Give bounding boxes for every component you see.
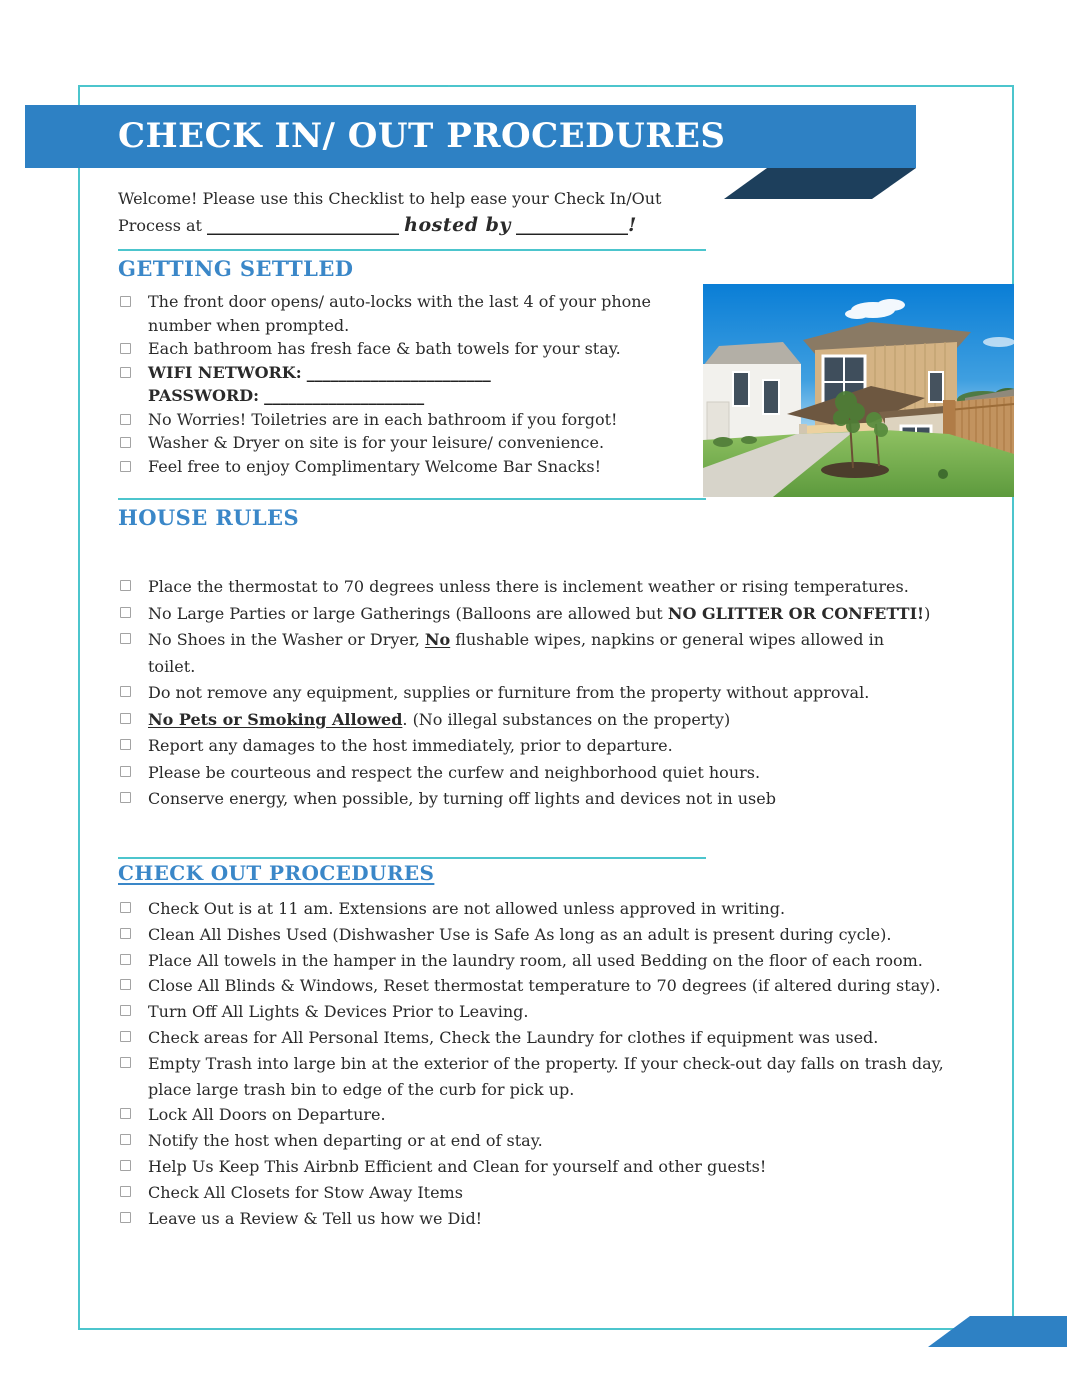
text-segment: Process at	[118, 216, 208, 235]
checklist-item	[118, 760, 933, 787]
text-segment: . (No illegal substances on the property)	[402, 709, 731, 729]
getting-settled-list	[118, 290, 663, 478]
white-house	[703, 342, 801, 440]
checkbox-icon	[120, 414, 131, 425]
checkbox-icon	[120, 1031, 131, 1042]
item-text	[148, 601, 930, 628]
text-segment: No Shoes in the Washer or Dryer,	[148, 630, 425, 649]
house-photo	[703, 284, 1014, 497]
password-line	[148, 384, 491, 408]
text-segment: )	[924, 603, 931, 623]
item-text: Please be courteous and respect the curfew and neighborhood quiet hours.	[148, 762, 761, 782]
checklist-item	[118, 601, 933, 628]
text-segment: !	[628, 214, 637, 236]
checklist-item	[118, 408, 663, 432]
checklist-item	[118, 627, 933, 680]
checklist-item	[118, 786, 933, 813]
checkbox-icon	[120, 954, 131, 965]
item-text: Notify the host when departing or at end of stay.	[148, 1131, 543, 1151]
fill-in-blank: ______________	[516, 216, 629, 235]
item-text: Empty Trash into large bin at the exterior of the property. If your check-out day falls on trash day, place large trash bin to edge of the curb for pick up.	[148, 1053, 944, 1099]
item-text: Conserve energy, when possible, by turning off lights and devices not in useb	[148, 789, 776, 808]
item-text	[148, 361, 491, 408]
item-text: Do not remove any equipment, supplies or furniture from the property without approval.	[148, 683, 870, 702]
checkbox-icon	[120, 437, 131, 448]
checklist-item	[118, 1154, 990, 1180]
checklist-item	[118, 1180, 990, 1206]
password-blank: ____________________	[264, 386, 425, 405]
getting-settled-heading: GETTING SETTLED	[118, 256, 354, 281]
checklist-item	[118, 1206, 990, 1232]
checkbox-icon	[120, 979, 131, 990]
checklist-item	[118, 431, 663, 455]
checkbox-icon	[120, 1186, 131, 1197]
checkbox-icon	[120, 902, 131, 913]
item-text: Place the thermostat to 70 degrees unless there is inclement weather or rising temperatures.	[148, 577, 909, 596]
item-text: Each bathroom has fresh face & bath towels for your stay.	[148, 339, 621, 358]
item-text: Turn Off All Lights & Devices Prior to Leaving.	[148, 1002, 529, 1022]
checklist-item	[118, 973, 990, 999]
emphasis-text: No Pets or Smoking Allowed	[148, 709, 403, 729]
wifi-line	[148, 361, 491, 385]
check-out-heading: CHECK OUT PROCEDURES	[118, 861, 435, 885]
hosted-by-script: hosted by	[404, 214, 511, 236]
section-divider	[118, 498, 706, 500]
item-text: Feel free to enjoy Complimentary Welcome Bar Snacks!	[148, 456, 601, 476]
checkbox-icon	[120, 713, 131, 724]
wifi-network-blank: _______________________	[306, 362, 491, 382]
checkbox-icon	[120, 792, 131, 803]
item-text: No Worries! Toiletries are in each bathroom if you forgot!	[148, 409, 618, 429]
item-text: Leave us a Review & Tell us how we Did!	[148, 1208, 483, 1228]
checkbox-icon	[120, 461, 131, 472]
checklist-item	[118, 948, 990, 974]
checklist-item-wifi	[118, 361, 663, 408]
house-rules-list	[118, 574, 933, 813]
checkbox-icon	[120, 607, 131, 618]
checklist-item	[118, 1025, 990, 1051]
checklist-item	[118, 922, 990, 948]
section-divider	[118, 249, 706, 251]
check-out-list	[118, 896, 990, 1231]
intro-text	[118, 186, 758, 239]
checklist-item	[118, 896, 990, 922]
emphasis-text: No	[424, 630, 451, 649]
item-text: Report any damages to the host immediately, prior to departure.	[148, 736, 673, 755]
checkbox-icon	[120, 928, 131, 939]
house-rules-heading: HOUSE RULES	[118, 505, 300, 530]
fill-in-blank: ________________________	[207, 216, 400, 235]
intro-line2	[118, 212, 758, 239]
checklist-item	[118, 1128, 990, 1154]
item-text: The front door opens/ auto-locks with the last 4 of your phone number when prompted.	[148, 292, 652, 335]
intro-line1: Welcome! Please use this Checklist to help ease your Check In/Out	[118, 189, 662, 208]
checklist-item	[118, 999, 990, 1025]
text-segment: flushable wipes, napkins or general wipes allowed in toilet.	[148, 630, 885, 676]
checkbox-icon	[120, 686, 131, 697]
checkbox-icon	[120, 1057, 131, 1068]
checkbox-icon	[120, 343, 131, 354]
item-text: Check Out is at 11 am. Extensions are not allowed unless approved in writing.	[148, 899, 786, 918]
wifi-network-label: WIFI NETWORK:	[148, 362, 302, 382]
checklist-item	[118, 1051, 990, 1103]
password-label: PASSWORD:	[148, 386, 260, 405]
checkbox-icon	[120, 1160, 131, 1171]
checklist-item	[118, 680, 933, 707]
item-text: Washer & Dryer on site is for your leisure/ convenience.	[148, 433, 605, 452]
checkbox-icon	[120, 580, 131, 591]
page-title: CHECK IN/ OUT PROCEDURES	[118, 116, 726, 156]
item-text: Check areas for All Personal Items, Check the Laundry for clothes if equipment was used.	[148, 1027, 879, 1047]
checklist-item	[118, 290, 663, 337]
checklist-item	[118, 733, 933, 760]
checkbox-icon	[120, 633, 131, 644]
checkbox-icon	[120, 766, 131, 777]
text-segment: No Large Parties or large Gatherings (Balloons are allowed but	[148, 603, 668, 623]
item-text: Help Us Keep This Airbnb Efficient and Clean for yourself and other guests!	[148, 1156, 767, 1176]
checklist-item	[118, 707, 933, 734]
item-text: Close All Blinds & Windows, Reset thermostat temperature to 70 degrees (if altered during stay).	[148, 976, 941, 996]
title-banner	[25, 105, 916, 168]
checklist-item	[118, 1102, 990, 1128]
item-text: Lock All Doors on Departure.	[148, 1105, 386, 1125]
checkbox-icon	[120, 367, 131, 378]
checklist-item	[118, 574, 933, 601]
section-divider	[118, 857, 706, 859]
checklist-item	[118, 455, 663, 479]
checklist-item	[118, 337, 663, 361]
checkbox-icon	[120, 739, 131, 750]
checkbox-icon	[120, 1108, 131, 1119]
item-text	[148, 627, 933, 680]
checkbox-icon	[120, 1005, 131, 1016]
item-text: Check All Closets for Stow Away Items	[148, 1182, 463, 1202]
checkbox-icon	[120, 1212, 131, 1223]
item-text: Clean All Dishes Used (Dishwasher Use is Safe As long as an adult is present during cycle).	[148, 924, 892, 944]
item-text	[148, 707, 730, 734]
checkbox-icon	[120, 1134, 131, 1145]
item-text: Place All towels in the hamper in the laundry room, all used Bedding on the floor of each room.	[148, 950, 923, 970]
checkbox-icon	[120, 296, 131, 307]
emphasis-text: NO GLITTER OR CONFETTI!	[667, 603, 925, 623]
